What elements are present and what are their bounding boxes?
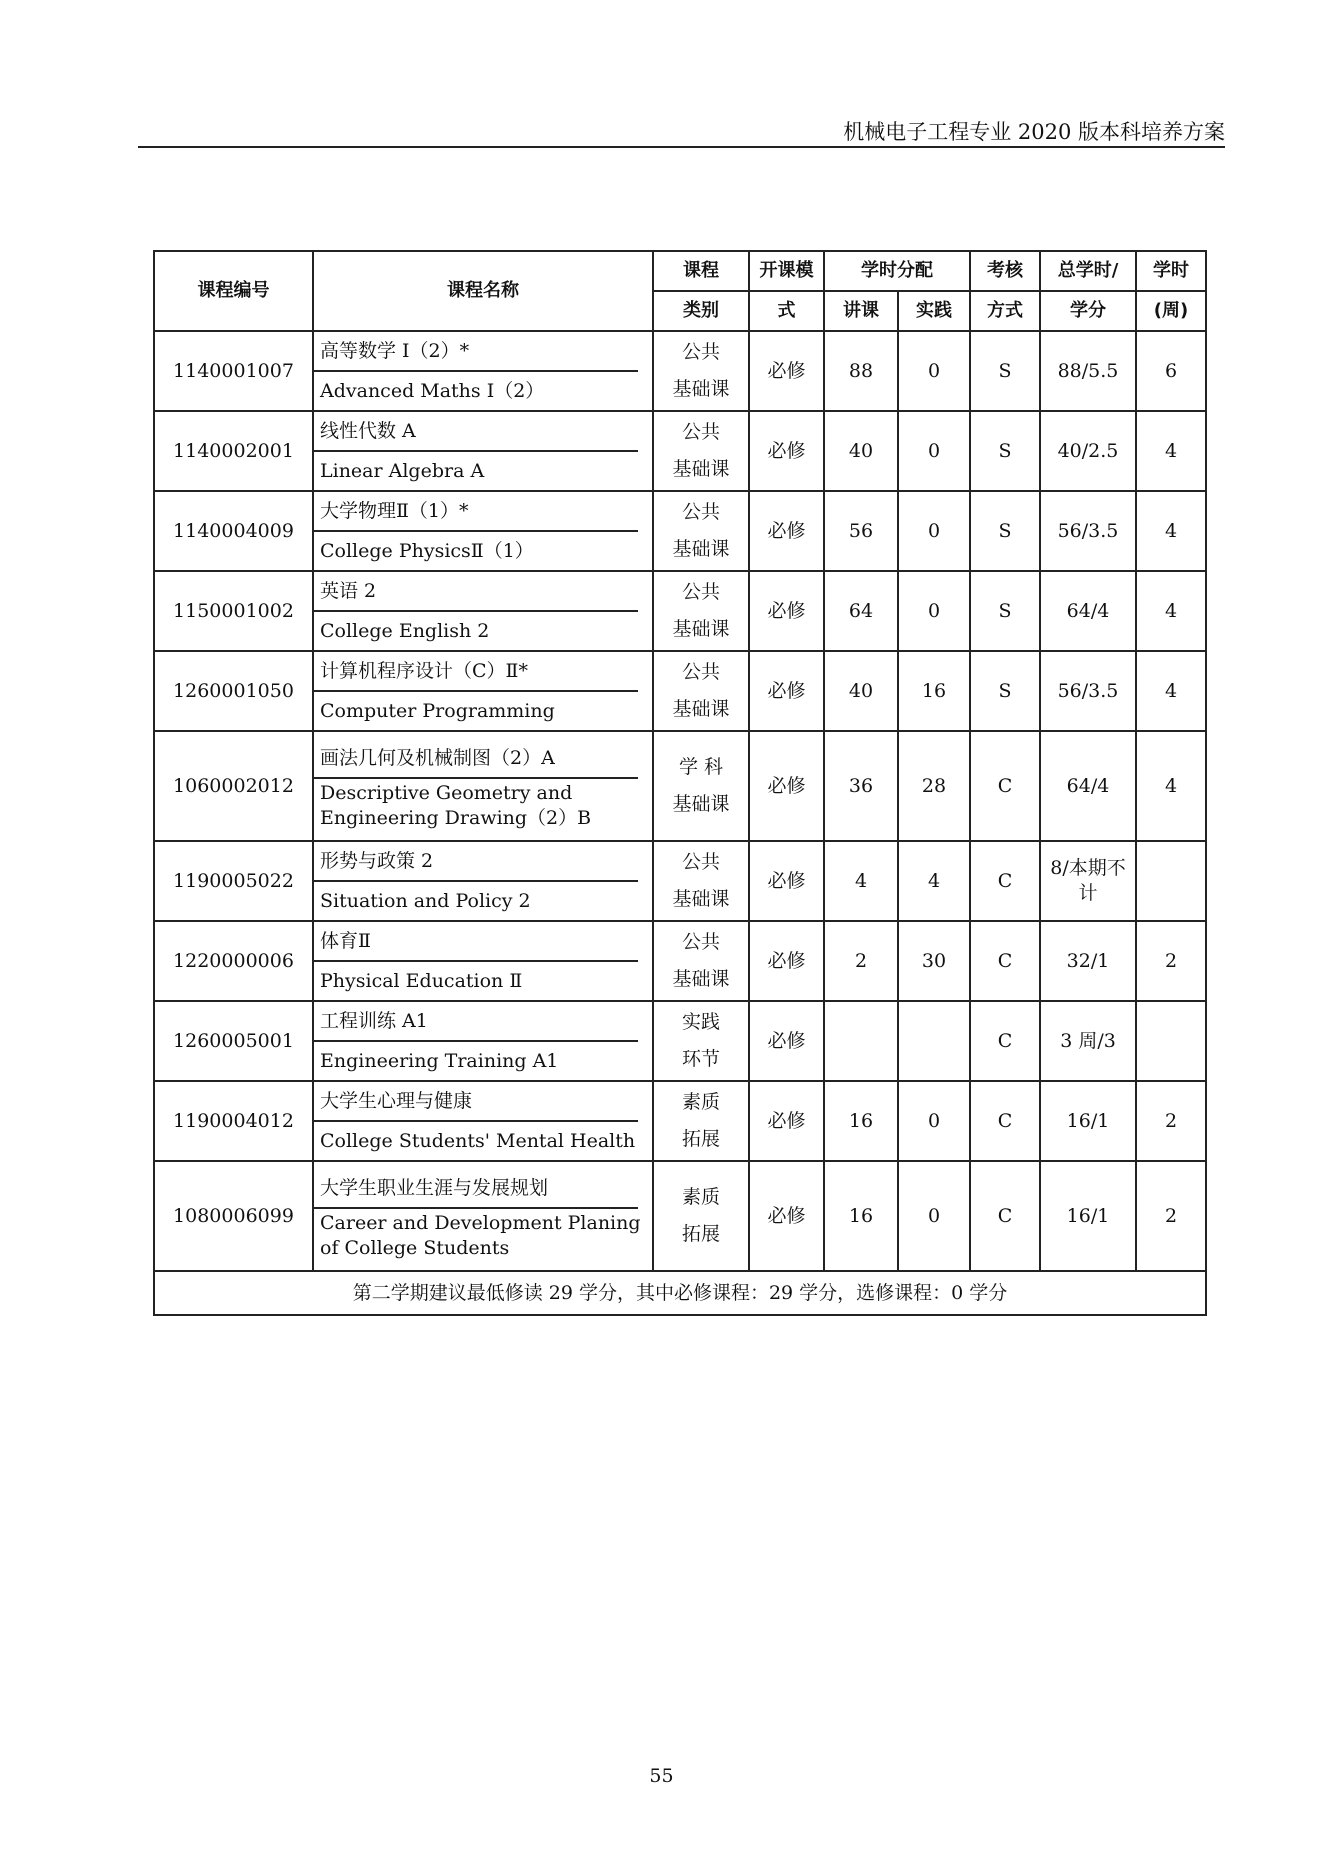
lecture-hours: 2 [824, 921, 898, 1001]
table-row [154, 651, 1206, 731]
course-type-a: 公共 [681, 661, 720, 684]
course-name [313, 411, 653, 491]
course-name [313, 841, 653, 921]
exam-method: S [970, 571, 1040, 651]
lecture-hours: 16 [824, 1161, 898, 1271]
course-name-cn: 工程训练 A1 [314, 1002, 638, 1042]
course-type-a: 公共 [681, 581, 720, 604]
course-name [313, 921, 653, 1001]
header-type-b: 类别 [653, 291, 749, 331]
lecture-hours: 64 [824, 571, 898, 651]
table-row [154, 1081, 1206, 1161]
practice-hours: 0 [898, 491, 970, 571]
course-code: 1140002001 [154, 411, 313, 491]
weeks: 2 [1136, 1161, 1206, 1271]
course-type-b: 环节 [681, 1048, 720, 1070]
course-type-b: 基础课 [672, 793, 730, 815]
course-name [313, 331, 653, 411]
course-type-a: 公共 [681, 341, 720, 364]
course-code: 1220000006 [154, 921, 313, 1001]
course-type-b: 基础课 [672, 698, 730, 720]
course-mode: 必修 [749, 841, 824, 921]
course-type [653, 411, 749, 491]
course-name-en: College English 2 [320, 619, 490, 642]
exam-method: C [970, 921, 1040, 1001]
total-hours-credits: 3 周/3 [1040, 1001, 1136, 1081]
course-code: 1140001007 [154, 331, 313, 411]
course-type-b: 基础课 [672, 968, 730, 990]
course-code: 1190004012 [154, 1081, 313, 1161]
course-mode: 必修 [749, 331, 824, 411]
course-type-a: 公共 [681, 851, 720, 874]
course-type-b: 基础课 [672, 458, 730, 480]
weeks: 4 [1136, 731, 1206, 841]
lecture-hours: 4 [824, 841, 898, 921]
course-name-cn: 形势与政策 2 [314, 842, 638, 882]
course-type [653, 331, 749, 411]
exam-method: S [970, 331, 1040, 411]
course-name-cn: 体育Ⅱ [314, 922, 638, 962]
total-hours-credits: 64/4 [1040, 571, 1136, 651]
course-type [653, 651, 749, 731]
weeks: 4 [1136, 571, 1206, 651]
practice-hours: 0 [898, 1081, 970, 1161]
course-name-en: College Students' Mental Health [320, 1129, 636, 1152]
practice-hours: 30 [898, 921, 970, 1001]
course-type-a: 公共 [681, 931, 720, 954]
course-name-cn: 大学物理Ⅱ（1）* [314, 492, 638, 532]
table-row [154, 1001, 1206, 1081]
course-name-cn: 高等数学 Ⅰ（2）* [314, 332, 638, 372]
practice-hours: 28 [898, 731, 970, 841]
course-type-a: 实践 [681, 1011, 720, 1034]
course-name-cn: 计算机程序设计（C）Ⅱ* [314, 652, 638, 692]
lecture-hours: 16 [824, 1081, 898, 1161]
course-type-b: 基础课 [672, 538, 730, 560]
course-code: 1260001050 [154, 651, 313, 731]
course-name [313, 731, 653, 841]
course-name-en: Linear Algebra A [320, 459, 485, 482]
course-name-en: Computer Programming [320, 699, 555, 722]
table-row [154, 331, 1206, 411]
course-type-a: 学 科 [678, 756, 724, 779]
course-code: 1140004009 [154, 491, 313, 571]
course-code: 1190005022 [154, 841, 313, 921]
course-code: 1150001002 [154, 571, 313, 651]
page-header [138, 112, 1225, 148]
course-mode: 必修 [749, 411, 824, 491]
exam-method: C [970, 841, 1040, 921]
table-row [154, 731, 1206, 841]
weeks: 4 [1136, 491, 1206, 571]
exam-method: C [970, 1001, 1040, 1081]
course-name-en: Engineering Training A1 [320, 1049, 559, 1072]
course-mode: 必修 [749, 1161, 824, 1271]
total-hours-credits: 56/3.5 [1040, 651, 1136, 731]
total-hours-credits: 88/5.5 [1040, 331, 1136, 411]
course-name-cn: 英语 2 [314, 572, 638, 612]
course-mode: 必修 [749, 491, 824, 571]
total-hours-credits: 8/本期不计 [1040, 841, 1136, 921]
course-type-a: 素质 [681, 1091, 720, 1114]
course-type [653, 571, 749, 651]
practice-hours: 0 [898, 571, 970, 651]
course-mode: 必修 [749, 1001, 824, 1081]
course-type-b: 基础课 [672, 378, 730, 400]
weeks: 4 [1136, 651, 1206, 731]
header-lecture: 讲课 [824, 291, 898, 331]
header-weeks-a: 学时 [1136, 251, 1206, 291]
exam-method: S [970, 651, 1040, 731]
course-name-en: Situation and Policy 2 [320, 889, 531, 912]
practice-hours: 0 [898, 331, 970, 411]
total-hours-credits: 56/3.5 [1040, 491, 1136, 571]
course-name-cn: 画法几何及机械制图（2）A [314, 739, 638, 779]
course-name-en: Descriptive Geometry and Engineering Drawing（2）B [320, 782, 592, 829]
weeks [1136, 1001, 1206, 1081]
header-weeks-b: (周) [1136, 291, 1206, 331]
course-name [313, 1161, 653, 1271]
semester-summary: 第二学期建议最低修读 29 学分，其中必修课程：29 学分，选修课程：0 学分 [154, 1271, 1206, 1315]
course-type-b: 拓展 [681, 1128, 720, 1150]
total-hours-credits: 40/2.5 [1040, 411, 1136, 491]
weeks [1136, 841, 1206, 921]
course-name-en: College PhysicsⅡ（1） [320, 539, 534, 562]
course-type-b: 基础课 [672, 618, 730, 640]
course-table [153, 250, 1207, 1316]
header-exam-b: 方式 [970, 291, 1040, 331]
practice-hours: 4 [898, 841, 970, 921]
lecture-hours: 88 [824, 331, 898, 411]
total-hours-credits: 32/1 [1040, 921, 1136, 1001]
course-name-en: Career and Development Planing of College Students [320, 1212, 641, 1259]
course-mode: 必修 [749, 921, 824, 1001]
practice-hours: 0 [898, 1161, 970, 1271]
table-row [154, 841, 1206, 921]
weeks: 2 [1136, 921, 1206, 1001]
table-row [154, 921, 1206, 1001]
course-type [653, 841, 749, 921]
exam-method: C [970, 1081, 1040, 1161]
course-type-b: 拓展 [681, 1223, 720, 1245]
course-type [653, 491, 749, 571]
course-type [653, 1001, 749, 1081]
course-name [313, 651, 653, 731]
course-type-b: 基础课 [672, 888, 730, 910]
course-name [313, 571, 653, 651]
table-row [154, 571, 1206, 651]
lecture-hours: 40 [824, 651, 898, 731]
exam-method: S [970, 491, 1040, 571]
course-type [653, 1081, 749, 1161]
header-name: 课程名称 [313, 251, 653, 331]
course-mode: 必修 [749, 1081, 824, 1161]
course-name [313, 1001, 653, 1081]
course-type-a: 公共 [681, 501, 720, 524]
exam-method: S [970, 411, 1040, 491]
lecture-hours: 36 [824, 731, 898, 841]
practice-hours: 0 [898, 411, 970, 491]
course-code: 1080006099 [154, 1161, 313, 1271]
course-name-cn: 线性代数 A [314, 412, 638, 452]
course-name [313, 1081, 653, 1161]
lecture-hours: 56 [824, 491, 898, 571]
header-hours: 学时分配 [824, 251, 970, 291]
course-mode: 必修 [749, 731, 824, 841]
course-name-cn: 大学生心理与健康 [314, 1082, 638, 1122]
lecture-hours: 40 [824, 411, 898, 491]
course-type-a: 公共 [681, 421, 720, 444]
course-mode: 必修 [749, 651, 824, 731]
course-name-cn: 大学生职业生涯与发展规划 [314, 1169, 638, 1209]
course-code: 1260005001 [154, 1001, 313, 1081]
table-row [154, 1161, 1206, 1271]
header-code: 课程编号 [154, 251, 313, 331]
course-name-en: Advanced Maths Ⅰ（2） [320, 379, 545, 402]
table-row [154, 411, 1206, 491]
table-row [154, 491, 1206, 571]
header-exam-a: 考核 [970, 251, 1040, 291]
course-name-en: Physical Education Ⅱ [320, 969, 523, 992]
course-code: 1060002012 [154, 731, 313, 841]
course-name [313, 491, 653, 571]
course-type-a: 素质 [681, 1186, 720, 1209]
course-type [653, 1161, 749, 1271]
weeks: 2 [1136, 1081, 1206, 1161]
header-mode-b: 式 [749, 291, 824, 331]
course-type [653, 921, 749, 1001]
course-mode: 必修 [749, 571, 824, 651]
total-hours-credits: 16/1 [1040, 1161, 1136, 1271]
weeks: 6 [1136, 331, 1206, 411]
practice-hours: 16 [898, 651, 970, 731]
header-title: 机械电子工程专业 2020 版本科培养方案 [843, 120, 1225, 144]
total-hours-credits: 64/4 [1040, 731, 1136, 841]
page-number: 55 [649, 1765, 674, 1787]
header-mode-a: 开课模 [749, 251, 824, 291]
weeks: 4 [1136, 411, 1206, 491]
header-total-a: 总学时/ [1040, 251, 1136, 291]
practice-hours [898, 1001, 970, 1081]
course-type [653, 731, 749, 841]
exam-method: C [970, 1161, 1040, 1271]
header-type-a: 课程 [653, 251, 749, 291]
header-practice: 实践 [898, 291, 970, 331]
lecture-hours [824, 1001, 898, 1081]
header-total-b: 学分 [1040, 291, 1136, 331]
total-hours-credits: 16/1 [1040, 1081, 1136, 1161]
exam-method: C [970, 731, 1040, 841]
